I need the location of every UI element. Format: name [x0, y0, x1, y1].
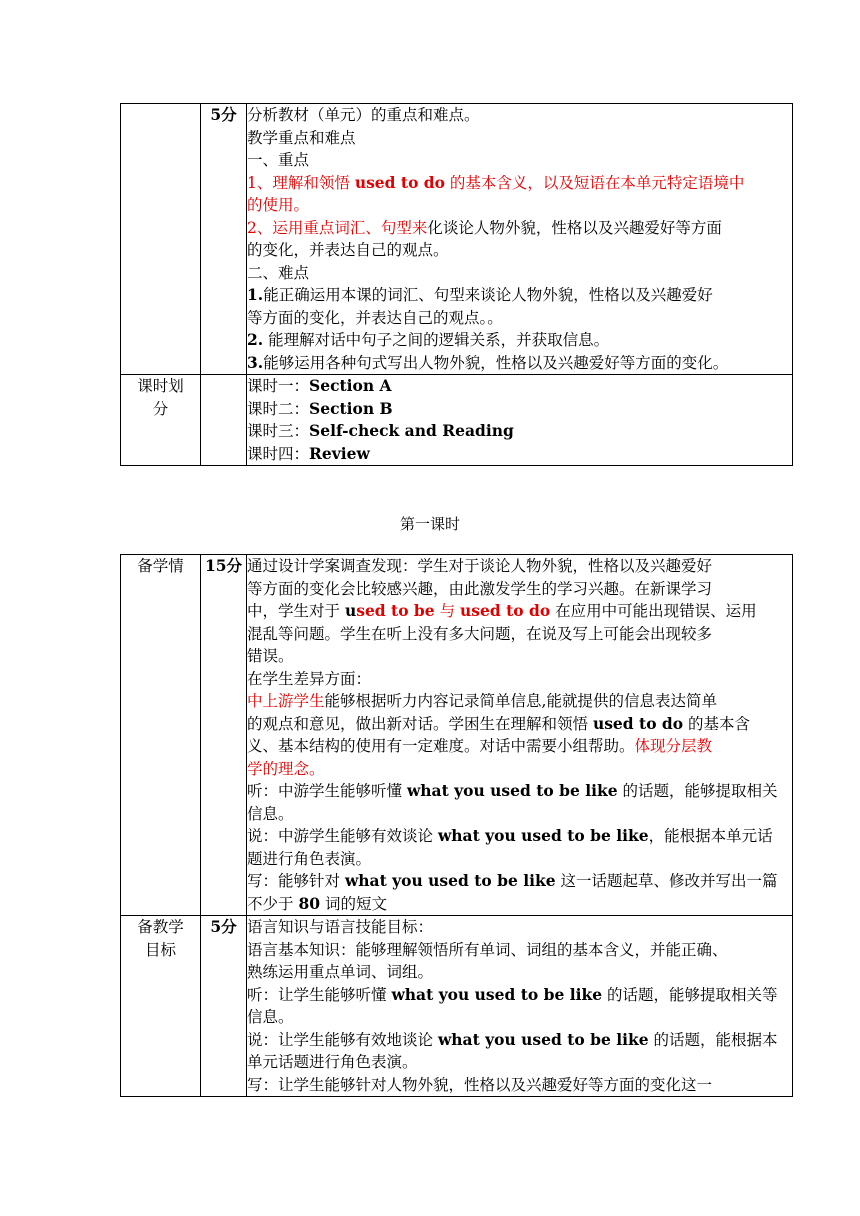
text-line: [247, 149, 792, 172]
text-line: [247, 870, 792, 893]
text-segment: 1、: [247, 173, 273, 192]
text-segment: sed to be: [356, 601, 435, 620]
text-segment: 的话题，能根据本: [648, 1030, 778, 1049]
text-segment: 一、重点: [247, 151, 310, 169]
student-analysis-content: [247, 555, 793, 916]
text-segment: 课时二：: [247, 399, 310, 418]
text-line: [247, 713, 792, 736]
text-line: [247, 284, 792, 307]
text-segment: 信息。: [247, 1008, 294, 1026]
text-line: [247, 1051, 792, 1074]
text-line: [247, 127, 792, 150]
text-line: [247, 645, 792, 668]
text-line: [247, 600, 792, 623]
time-cell: 5分: [201, 916, 247, 1097]
lesson-division-content: [247, 375, 793, 466]
student-analysis-row: [121, 555, 793, 916]
text-segment: 听：中游学生能够听懂: [247, 782, 407, 800]
text-segment: 教学重点和难点: [247, 128, 356, 147]
text-segment: 义、基本结构的使用有一定难度。对话中需要小组帮助。: [247, 737, 635, 755]
text-segment: 分析教材（单元）的重点和难点。: [247, 106, 480, 124]
teaching-goals-row: [121, 916, 793, 1097]
text-segment: used to do: [460, 601, 551, 620]
text-segment: 课时一：: [247, 377, 310, 395]
text-line: [247, 1029, 792, 1052]
text-segment: 通过设计学案调查发现：学生对于谈论人物外貌，性格以及兴趣爱好: [247, 557, 713, 575]
text-segment: 信息。: [247, 804, 294, 823]
teaching-goals-label: [121, 916, 201, 1097]
text-line: [247, 893, 792, 916]
text-line: [247, 443, 792, 466]
text-segment: 的话题，能够提取相关: [617, 782, 778, 800]
text-line: [247, 239, 792, 262]
text-segment: used to do: [592, 713, 684, 733]
text-segment: what you used to be like: [391, 984, 603, 1004]
text-segment: 80: [298, 893, 321, 913]
text-segment: 的观点和意见，做出新对话。学困生在理解和领悟: [247, 714, 593, 733]
text-segment: 的基本含义，以及短语在本单元特定语境中: [444, 173, 745, 192]
text-segment: Section A: [309, 376, 392, 395]
text-segment: what you used to be like: [437, 826, 649, 845]
text-line: [247, 375, 792, 398]
text-segment: 化谈论人物外貌，性格以及兴趣爱好等方面: [427, 218, 722, 237]
text-segment: 学的理念。: [247, 759, 325, 778]
text-line: [247, 623, 792, 646]
lesson-division-label: [121, 375, 201, 466]
label-line: 备学情: [137, 557, 184, 575]
text-line: [247, 398, 792, 421]
text-line: [247, 194, 792, 217]
text-line: [247, 555, 792, 578]
text-segment: 的变化，并表达自己的观点。: [247, 241, 449, 259]
text-segment: 课时三：: [247, 422, 310, 440]
text-segment: 说：中游学生能够有效谈论: [247, 827, 438, 845]
text-segment: used to do: [354, 172, 445, 192]
text-line: [247, 825, 792, 848]
section-caption: 第一课时: [399, 515, 460, 533]
key-points-content: [247, 104, 793, 375]
text-segment: what you used to be like: [344, 871, 556, 890]
text-segment: 错误。: [247, 647, 294, 665]
text-segment: 听：让学生能够听懂: [247, 985, 392, 1004]
text-segment: 这一话题起草、修改并写出一篇: [555, 872, 778, 890]
text-segment: 单元话题进行角色表演。: [247, 1053, 418, 1071]
text-segment: 1.: [247, 285, 264, 304]
text-segment: 说：让学生能够有效地谈论: [247, 1030, 438, 1049]
key-difficult-points-row: [121, 104, 793, 375]
text-segment: 能够根据听力内容记录简单信息,能就提供的信息表达简单: [324, 692, 717, 710]
text-segment: 语言基本知识：能够理解领悟所有单词、词组的基本含义，并能正确、: [247, 940, 728, 959]
text-segment: ，能根据本单元话: [648, 827, 773, 845]
text-line: [247, 916, 792, 939]
lesson-plan-table-1: [120, 103, 793, 466]
text-line: [247, 668, 792, 691]
text-segment: 在应用中可能出现错误、运用: [550, 602, 757, 620]
text-line: [247, 690, 792, 713]
text-segment: 体现分层教: [634, 737, 713, 755]
lesson-division-row: [121, 375, 793, 466]
text-line: [247, 262, 792, 285]
text-line: [247, 780, 792, 803]
text-line: [247, 939, 792, 962]
lesson-plan-table-2: [120, 554, 793, 1097]
text-line: [247, 578, 792, 601]
text-segment: what you used to be like: [437, 1029, 649, 1049]
text-segment: 中，学生对于: [247, 602, 345, 620]
time-cell-empty: [201, 375, 247, 466]
text-line: [247, 307, 792, 330]
time-cell: 15分: [201, 555, 247, 916]
text-segment: 的基本含: [683, 714, 751, 733]
text-segment: 不少于: [247, 894, 299, 913]
text-line: [247, 1006, 792, 1029]
text-segment: 在学生差异方面：: [247, 669, 372, 688]
text-line: [247, 104, 792, 127]
text-line: [247, 984, 792, 1007]
text-segment: 2.: [247, 330, 264, 349]
text-line: [247, 848, 792, 871]
text-segment: 等方面的变化，并表达自己的观点。。: [247, 308, 503, 327]
text-segment: 的话题，能够提取相关等: [602, 985, 778, 1004]
text-segment: Self-check and Reading: [309, 421, 514, 440]
teaching-goals-content: [247, 916, 793, 1097]
text-segment: 词的短文: [320, 894, 387, 913]
text-line: [247, 420, 792, 443]
text-segment: 写：能够针对: [247, 872, 345, 890]
label-line: 课时划: [137, 377, 184, 395]
text-segment: 的使用。: [247, 196, 310, 214]
text-segment: what you used to be like: [406, 781, 618, 800]
text-segment: 课时四：: [247, 444, 310, 463]
time-cell: 5分: [201, 104, 247, 375]
label-line: 备教学: [137, 918, 184, 936]
text-segment: 能正确运用本课的词汇、句型来谈论人物外貌，性格以及兴趣爱好: [263, 286, 713, 304]
text-segment: 3.: [247, 352, 264, 372]
text-line: [247, 172, 792, 195]
text-segment: 熟练运用重点单词、词组。: [247, 963, 434, 981]
text-segment: 等方面的变化会比较感兴趣，由此激发学生的学习兴趣。在新课学习: [247, 579, 713, 598]
text-line: [247, 961, 792, 984]
text-segment: 中上游学生: [247, 692, 325, 710]
text-segment: u: [344, 601, 357, 620]
label-line: 目标: [144, 940, 176, 959]
text-segment: 题进行角色表演。: [247, 849, 372, 868]
text-segment: 能够运用各种句式写出人物外貌，性格以及兴趣爱好等方面的变化。: [263, 353, 729, 372]
text-segment: 理解和领悟: [272, 173, 355, 192]
text-line: [247, 329, 792, 352]
text-line: [247, 1074, 792, 1097]
text-segment: Section B: [309, 398, 393, 418]
text-segment: 写：让学生能够针对人物外貌，性格以及兴趣爱好等方面的变化这一: [247, 1075, 713, 1094]
text-line: [247, 735, 792, 758]
text-segment: 能理解对话中句子之间的逻辑关系，并获取信息。: [263, 331, 610, 349]
text-line: [247, 352, 792, 375]
text-segment: 2、运用重点词汇、句型来: [247, 218, 428, 237]
student-analysis-label: [121, 555, 201, 916]
label-cell-empty: [121, 104, 201, 375]
text-line: [247, 758, 792, 781]
text-segment: 与: [434, 602, 460, 620]
label-line: 分: [152, 399, 169, 418]
text-segment: 语言知识与语言技能目标：: [247, 918, 434, 936]
text-segment: 混乱等问题。学生在听上没有多大问题，在说及写上可能会出现较多: [247, 624, 713, 643]
text-line: [247, 803, 792, 826]
text-line: [247, 217, 792, 240]
text-segment: Review: [309, 443, 370, 463]
text-segment: 二、难点: [247, 263, 310, 282]
